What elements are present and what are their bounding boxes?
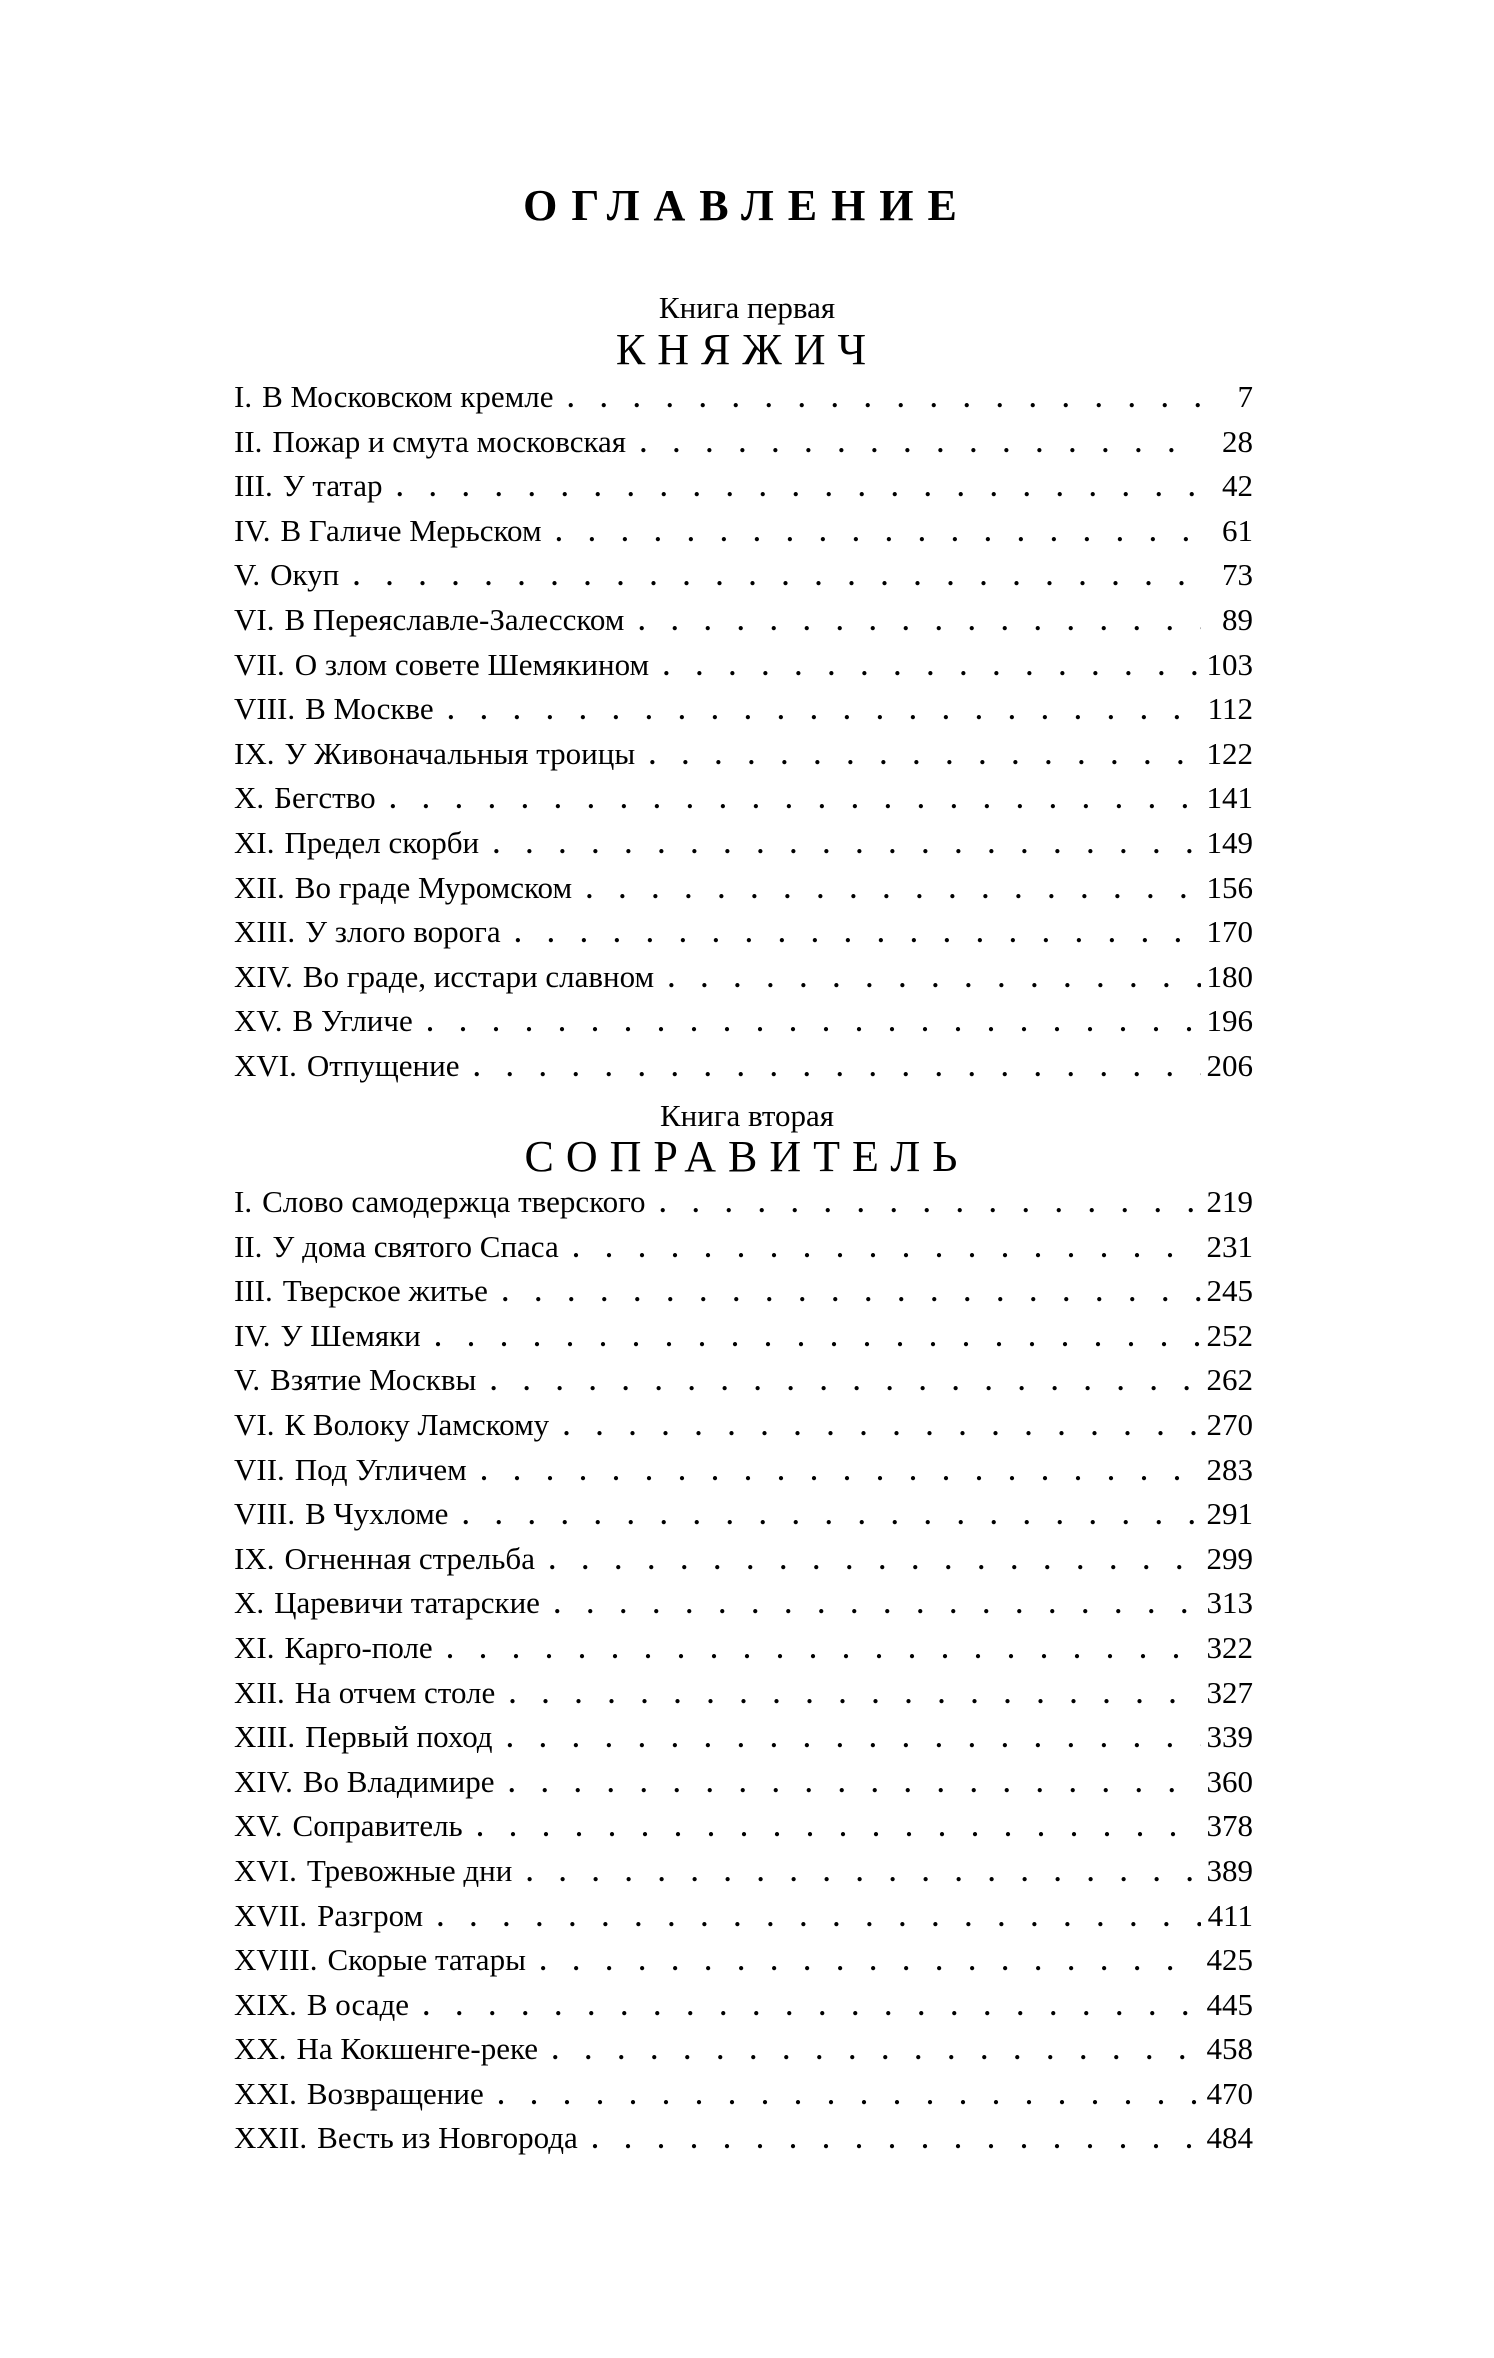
chapter-title: В Москве xyxy=(305,691,434,727)
chapter-page-number: 170 xyxy=(1206,914,1253,950)
chapter-title: У Шемяки xyxy=(280,1317,421,1353)
chapter-title: Весть из Новгорода xyxy=(317,2120,578,2156)
chapter-title: У Живоначальныя троицы xyxy=(284,735,636,771)
dot-leader xyxy=(495,1762,1201,1807)
chapter-title: На отчем столе xyxy=(294,1674,496,1710)
chapter-number: XI. xyxy=(234,1629,275,1665)
chapter-page-number: 7 xyxy=(1237,379,1253,414)
chapter-page-number: 156 xyxy=(1206,869,1253,905)
dot-leader xyxy=(339,555,1201,600)
toc-entry xyxy=(234,910,1253,955)
chapter-title: В Переяславле-Залесском xyxy=(284,601,625,637)
chapter-number: XVI. xyxy=(234,1047,297,1083)
chapter-page-number: 425 xyxy=(1206,1942,1253,1978)
chapter-number: VIII. xyxy=(234,1496,296,1532)
toc-entry xyxy=(234,464,1253,509)
chapter-page-number: 389 xyxy=(1206,1852,1253,1888)
dot-leader xyxy=(559,1227,1201,1272)
toc-entry xyxy=(234,776,1253,821)
dot-leader xyxy=(493,1717,1201,1762)
dot-leader xyxy=(624,600,1201,645)
chapter-number: XX. xyxy=(234,2031,287,2067)
chapter-page-number: 313 xyxy=(1206,1585,1253,1621)
dot-leader xyxy=(488,1271,1201,1316)
chapter-page-number: 283 xyxy=(1206,1451,1253,1487)
page-title: ОГЛАВЛЕНИЕ xyxy=(523,181,971,230)
chapter-page-number: 378 xyxy=(1206,1808,1253,1844)
chapter-page-number: 196 xyxy=(1206,1003,1253,1039)
chapter-number: II. xyxy=(234,1228,263,1264)
chapter-number: IX. xyxy=(234,735,275,771)
chapter-page-number: 470 xyxy=(1206,2075,1253,2111)
toc-entry xyxy=(234,1492,1253,1537)
dot-leader xyxy=(479,823,1201,868)
chapter-page-number: 339 xyxy=(1206,1719,1253,1755)
chapter-number: XVIII. xyxy=(234,1942,318,1978)
dot-leader xyxy=(495,1673,1201,1718)
chapter-number: X. xyxy=(234,1585,265,1621)
toc-entry xyxy=(234,1044,1253,1089)
chapter-title: Возвращение xyxy=(306,2075,484,2111)
dot-leader xyxy=(649,645,1201,690)
toc-entry xyxy=(234,687,1253,732)
chapter-page-number: 149 xyxy=(1206,824,1253,860)
chapter-page-number: 42 xyxy=(1222,468,1253,504)
toc-entry xyxy=(234,1225,1253,1270)
dot-leader xyxy=(654,957,1201,1002)
toc-entry xyxy=(234,1626,1253,1671)
toc-entry xyxy=(234,1314,1253,1359)
dot-leader xyxy=(578,2118,1201,2163)
chapter-title: Тревожные дни xyxy=(306,1852,513,1888)
toc-entry xyxy=(234,1671,1253,1716)
chapter-number: XV. xyxy=(234,1003,283,1039)
chapter-title: В Чухломе xyxy=(305,1496,449,1532)
chapter-number: X. xyxy=(234,780,265,816)
toc-entry xyxy=(234,553,1253,598)
dot-leader xyxy=(383,466,1201,511)
book-title: СОПРАВИТЕЛЬ xyxy=(524,1132,970,1181)
dot-leader xyxy=(448,1494,1201,1539)
toc-entry xyxy=(234,1849,1253,1894)
dot-leader xyxy=(476,1360,1201,1405)
dot-leader xyxy=(421,1316,1201,1361)
chapter-number: VI. xyxy=(234,1406,275,1442)
chapter-number: XV. xyxy=(234,1808,283,1844)
table-of-contents-book-2 xyxy=(234,1180,1253,2161)
dot-leader xyxy=(635,734,1201,779)
chapter-page-number: 299 xyxy=(1206,1540,1253,1576)
toc-entry xyxy=(234,821,1253,866)
toc-entry xyxy=(234,1537,1253,1582)
chapter-page-number: 180 xyxy=(1206,958,1253,994)
chapter-number: XIII. xyxy=(234,1719,296,1755)
dot-leader xyxy=(459,1046,1201,1091)
chapter-number: VIII. xyxy=(234,691,296,727)
dot-leader xyxy=(376,778,1201,823)
book-label: Книга вторая xyxy=(659,1098,835,1133)
chapter-title: Отпущение xyxy=(306,1047,460,1083)
toc-entry xyxy=(234,1894,1253,1939)
chapter-page-number: 322 xyxy=(1206,1629,1253,1665)
chapter-number: I. xyxy=(234,1184,253,1219)
chapter-number: IX. xyxy=(234,1540,275,1576)
chapter-title: В Московском кремле xyxy=(262,379,554,414)
chapter-page-number: 206 xyxy=(1206,1047,1253,1083)
dot-leader xyxy=(549,1405,1201,1450)
chapter-number: XIX. xyxy=(234,1986,297,2022)
toc-entry xyxy=(234,2027,1253,2072)
dot-leader xyxy=(409,1985,1201,2030)
chapter-number: VII. xyxy=(234,646,285,682)
dot-leader xyxy=(434,689,1201,734)
toc-entry xyxy=(234,866,1253,911)
chapter-title: Соправитель xyxy=(292,1808,463,1844)
chapter-title: Во граде, исстари славном xyxy=(302,958,655,994)
chapter-number: XXI. xyxy=(234,2075,297,2111)
dot-leader xyxy=(501,912,1201,957)
chapter-number: III. xyxy=(234,1273,273,1309)
chapter-number: V. xyxy=(234,1362,261,1398)
chapter-number: XIII. xyxy=(234,914,296,950)
dot-leader xyxy=(463,1806,1201,1851)
book-label: Книга первая xyxy=(658,290,836,325)
toc-entry xyxy=(234,1581,1253,1626)
chapter-title: Первый поход xyxy=(305,1719,493,1755)
chapter-page-number: 122 xyxy=(1206,735,1253,771)
dot-leader xyxy=(413,1001,1201,1046)
chapter-page-number: 411 xyxy=(1207,1897,1253,1933)
chapter-page-number: 73 xyxy=(1222,557,1253,593)
toc-entry xyxy=(234,1938,1253,1983)
chapter-number: IV. xyxy=(234,1317,271,1353)
chapter-number: XIV. xyxy=(234,958,293,994)
toc-entry xyxy=(234,1180,1253,1225)
chapter-title: Под Угличем xyxy=(294,1451,467,1487)
chapter-page-number: 262 xyxy=(1206,1362,1253,1398)
toc-entry xyxy=(234,1804,1253,1849)
chapter-title: Пожар и смута московская xyxy=(272,423,627,459)
chapter-page-number: 458 xyxy=(1206,2031,1253,2067)
dot-leader xyxy=(646,1182,1201,1227)
chapter-number: XIV. xyxy=(234,1763,293,1799)
dot-leader xyxy=(526,1940,1201,1985)
chapter-title: Во Владимире xyxy=(302,1763,495,1799)
chapter-number: VII. xyxy=(234,1451,285,1487)
chapter-title: О злом совете Шемякином xyxy=(294,646,650,682)
chapter-number: IV. xyxy=(234,512,271,548)
toc-entry xyxy=(234,1269,1253,1314)
chapter-title: Предел скорби xyxy=(284,824,480,860)
toc-entry xyxy=(234,1983,1253,2028)
dot-leader xyxy=(572,868,1201,913)
dot-leader xyxy=(512,1851,1201,1896)
chapter-number: V. xyxy=(234,557,261,593)
dot-leader xyxy=(542,511,1201,556)
dot-leader xyxy=(540,1583,1201,1628)
toc-entry xyxy=(234,2116,1253,2161)
toc-entry xyxy=(234,375,1253,420)
dot-leader xyxy=(484,2074,1201,2119)
chapter-page-number: 245 xyxy=(1206,1273,1253,1309)
chapter-title: Царевичи татарские xyxy=(274,1585,540,1621)
chapter-page-number: 89 xyxy=(1222,601,1253,637)
chapter-page-number: 61 xyxy=(1222,512,1253,548)
chapter-page-number: 291 xyxy=(1206,1496,1253,1532)
toc-entry xyxy=(234,732,1253,777)
dot-leader xyxy=(467,1450,1201,1495)
chapter-title: В Галиче Мерьском xyxy=(280,512,542,548)
chapter-title: Скорые татары xyxy=(327,1942,526,1978)
chapter-title: Окуп xyxy=(270,557,340,593)
toc-entry xyxy=(234,955,1253,1000)
dot-leader xyxy=(433,1628,1201,1673)
chapter-number: XII. xyxy=(234,869,285,905)
toc-entry xyxy=(234,1448,1253,1493)
chapter-page-number: 270 xyxy=(1206,1406,1253,1442)
chapter-number: VI. xyxy=(234,601,275,637)
toc-entry xyxy=(234,420,1253,465)
toc-entry xyxy=(234,643,1253,688)
dot-leader xyxy=(538,2029,1201,2074)
toc-entry xyxy=(234,1358,1253,1403)
chapter-title: У дома святого Спаса xyxy=(272,1228,559,1264)
dot-leader xyxy=(423,1896,1201,1941)
chapter-number: III. xyxy=(234,468,273,504)
dot-leader xyxy=(553,377,1201,422)
chapter-title: В осаде xyxy=(306,1986,409,2022)
chapter-number: XI. xyxy=(234,824,275,860)
chapter-title: Во граде Муромском xyxy=(294,869,573,905)
dot-leader xyxy=(535,1539,1201,1584)
chapter-page-number: 141 xyxy=(1206,780,1253,816)
chapter-page-number: 231 xyxy=(1206,1228,1253,1264)
chapter-title: У татар xyxy=(282,468,383,504)
table-of-contents-book-1 xyxy=(234,375,1253,1089)
chapter-page-number: 327 xyxy=(1206,1674,1253,1710)
chapter-title: Слово самодержца тверского xyxy=(262,1184,646,1219)
toc-entry xyxy=(234,1715,1253,1760)
toc-entry xyxy=(234,509,1253,554)
chapter-title: В Угличе xyxy=(292,1003,413,1039)
chapter-number: II. xyxy=(234,423,263,459)
toc-entry xyxy=(234,1760,1253,1805)
chapter-page-number: 28 xyxy=(1222,423,1253,459)
chapter-title: На Кокшенге-реке xyxy=(296,2031,539,2067)
toc-entry xyxy=(234,598,1253,643)
chapter-page-number: 445 xyxy=(1206,1986,1253,2022)
chapter-title: У злого ворога xyxy=(305,914,501,950)
chapter-number: I. xyxy=(234,379,253,414)
toc-entry xyxy=(234,999,1253,1044)
toc-entry xyxy=(234,2072,1253,2117)
chapter-title: К Волоку Ламскому xyxy=(284,1406,550,1442)
chapter-title: Взятие Москвы xyxy=(270,1362,477,1398)
chapter-title: Карго-поле xyxy=(284,1629,433,1665)
chapter-number: XXII. xyxy=(234,2120,308,2156)
chapter-number: XII. xyxy=(234,1674,285,1710)
chapter-title: Огненная стрельба xyxy=(284,1540,535,1576)
chapter-title: Разгром xyxy=(317,1897,424,1933)
toc-entry xyxy=(234,1403,1253,1448)
chapter-number: XVII. xyxy=(234,1897,308,1933)
dot-leader xyxy=(626,422,1201,467)
chapter-title: Бегство xyxy=(274,780,376,816)
chapter-page-number: 219 xyxy=(1206,1184,1253,1219)
chapter-title: Тверское житье xyxy=(282,1273,488,1309)
chapter-page-number: 484 xyxy=(1206,2120,1253,2156)
chapter-page-number: 112 xyxy=(1207,691,1253,727)
chapter-number: XVI. xyxy=(234,1852,297,1888)
chapter-page-number: 252 xyxy=(1206,1317,1253,1353)
chapter-page-number: 103 xyxy=(1206,646,1253,682)
book-title: КНЯЖИЧ xyxy=(615,325,879,374)
chapter-page-number: 360 xyxy=(1206,1763,1253,1799)
